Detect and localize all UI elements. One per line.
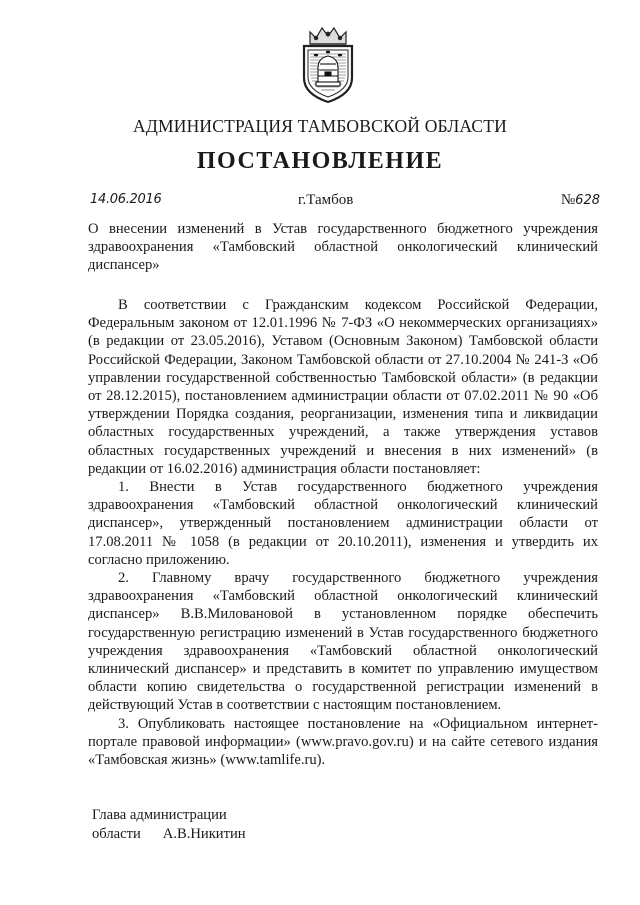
signatory-name: А.В.Никитин [162,826,246,842]
item-1-paragraph: 1. Внести в Устав государственного бюджетного учреждения здравоохранения «Тамбовский областной онкологический клинический диспансер», утвержденный постановлением администрации области от 17.08.2011 № 1058 (в редакции от 20.10.2011), изменения и утвердить их согласно приложению. [88,479,598,568]
organization-title: АДМИНИСТРАЦИЯ ТАМБОВСКОЙ ОБЛАСТИ [133,116,507,136]
document-subject: О внесении изменений в Устав государственного бюджетного учреждения здравоохранения «Тамбовский областной онкологический клинический диспансер» [88,221,598,273]
document-number-prefix: № [560,192,576,208]
document-date: 14.06.2016 [90,192,162,207]
document-body [88,296,598,769]
document-type-heading: ПОСТАНОВЛЕНИЕ [196,148,444,174]
tambov-coat-of-arms-icon [296,22,360,104]
signatory-position-region: области [92,826,141,842]
document-number [561,192,600,209]
signature-block [92,806,246,844]
document-meta-row [90,192,610,214]
item-3-paragraph: 3. Опубликовать настоящее постановление на «Официальном интернет-портале правовой информации» (www.pravo.gov.ru) и на сайте сетевого издания «Тамбовская жизнь» (www.tamlife.ru). [88,715,598,769]
preamble-paragraph: В соответствии с Гражданским кодексом Российской Федерации, Федеральным законом от 12.01.1996 № 7-ФЗ «О некоммерческих организациях» (в редакции от 23.05.2016), Уставом (Основным Законом) Тамбовской области Российской Федерации, Законом Тамбовской области от 27.10.2004 № 241-З «Об управлении государственной собственностью Тамбовской области» (в редакции от 28.12.2015), постановлением администрации области от 07.02.2011 № 90 «Об утверждении Порядка создания, реорганизации, изменения типа и ликвидации областных государственных учреждений, а также утверждения уставов областных государственных учреждений и внесения в них изменений» (в редакции от 16.02.2016) администрация области постановляет: [88,297,598,477]
signatory-position-line-2 [92,825,246,844]
signatory-position-line-1: Глава администрации [92,807,227,823]
document-city: г.Тамбов [298,192,354,208]
document-number-value: 628 [575,193,600,208]
item-2-paragraph: 2. Главному врачу государственного бюджетного учреждения здравоохранения «Тамбовский областной онкологический клинический диспансер» В.В.Миловановой в установленном порядке обеспечить государственную регистрацию изменений в Устав государственного бюджетного учреждения здравоохранения «Тамбовский областной онкологический клинический диспансер» и представить в комитет по управлению имуществом области копию свидетельства о государственной регистрации изменений в действующий Устав в соответствии с настоящим постановлением. [88,570,598,714]
